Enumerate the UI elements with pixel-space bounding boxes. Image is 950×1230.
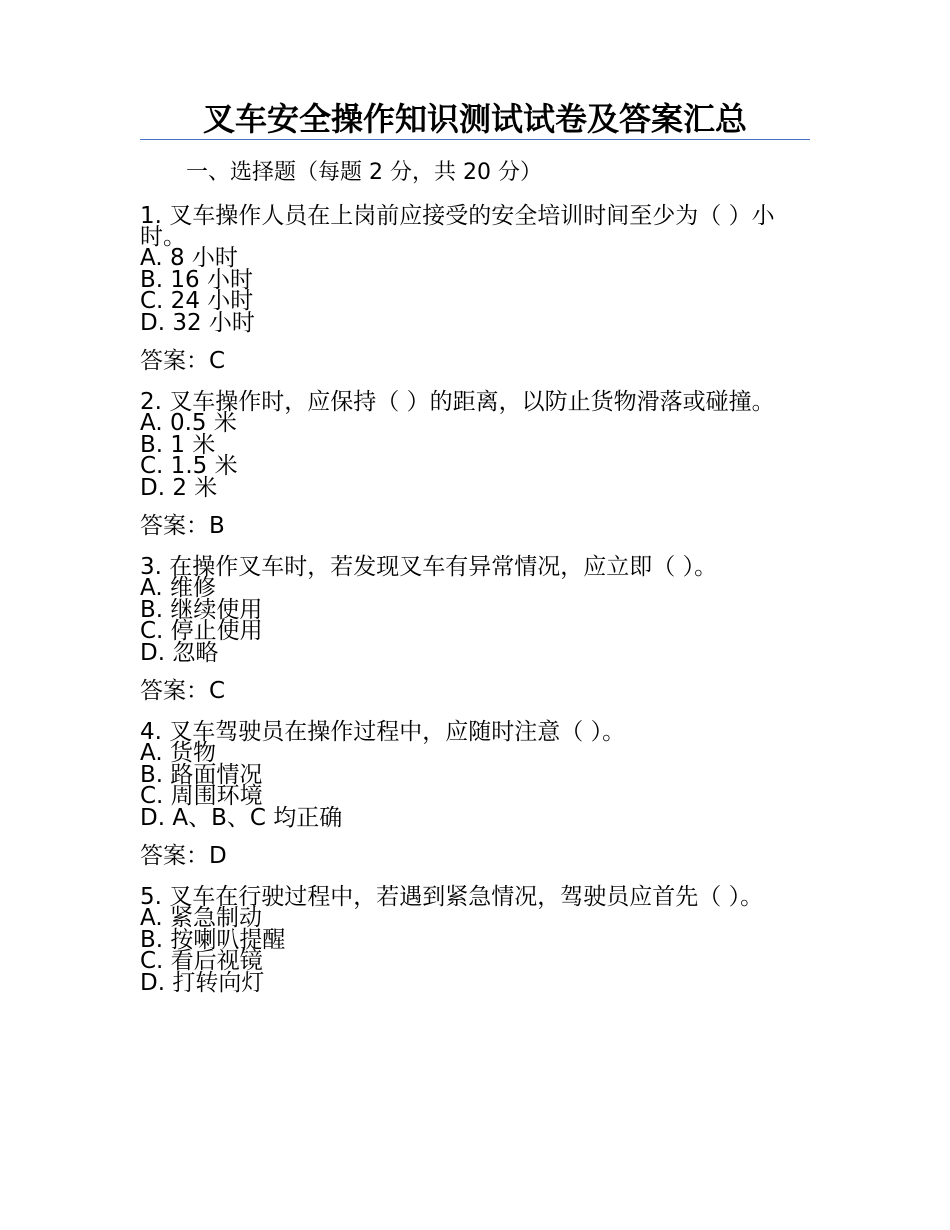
question-5	[140, 883, 790, 994]
option-d: D. A、B、C 均正确	[140, 804, 343, 831]
option-d: D. 32 小时	[140, 309, 255, 336]
option-b: B. 路面情况	[140, 761, 263, 788]
answer: 答案：D	[140, 843, 227, 869]
question-stem: 3. 在操作叉车时，若发现叉车有异常情况，应立即（ ）。	[140, 554, 718, 580]
question-stem: 1. 叉车操作人员在上岗前应接受的安全培训时间至少为（ ）小时。	[140, 203, 775, 250]
answer: 答案：C	[140, 678, 226, 704]
question-1	[140, 202, 790, 374]
question-stem: 2. 叉车操作时，应保持（ ）的距离，以防止货物滑落或碰撞。	[140, 389, 775, 415]
option-b: B. 1 米	[140, 431, 216, 458]
option-d: D. 2 米	[140, 474, 218, 501]
option-c: C. 看后视镜	[140, 948, 263, 974]
option-b: B. 继续使用	[140, 596, 263, 623]
option-b: B. 按喇叭提醒	[140, 926, 286, 953]
option-d: D. 忽略	[140, 639, 219, 666]
document-title: 叉车安全操作知识测试试卷及答案汇总	[202, 100, 747, 138]
option-d: D. 打转向灯	[140, 969, 265, 996]
option-c: C. 周围环境	[140, 783, 263, 809]
option-a: A. 货物	[140, 740, 216, 766]
question-4	[140, 718, 790, 869]
option-c: C. 停止使用	[140, 618, 263, 644]
option-a: A. 8 小时	[140, 245, 238, 271]
answer: 答案：B	[140, 513, 225, 539]
answer: 答案：C	[140, 348, 226, 374]
question-3	[140, 553, 790, 704]
question-2	[140, 388, 790, 539]
question-list	[140, 202, 790, 1008]
option-c: C. 1.5 米	[140, 453, 238, 479]
option-a: A. 紧急制动	[140, 905, 262, 931]
section-heading: 一、选择题（每题 2 分，共 20 分）	[186, 160, 542, 185]
option-a: A. 维修	[140, 575, 216, 601]
question-stem: 5. 叉车在行驶过程中，若遇到紧急情况，驾驶员应首先（ ）。	[140, 884, 764, 910]
title-underline	[140, 139, 810, 140]
option-c: C. 24 小时	[140, 288, 254, 314]
option-b: B. 16 小时	[140, 266, 253, 293]
option-a: A. 0.5 米	[140, 410, 237, 436]
question-stem: 4. 叉车驾驶员在操作过程中，应随时注意（ ）。	[140, 719, 626, 745]
